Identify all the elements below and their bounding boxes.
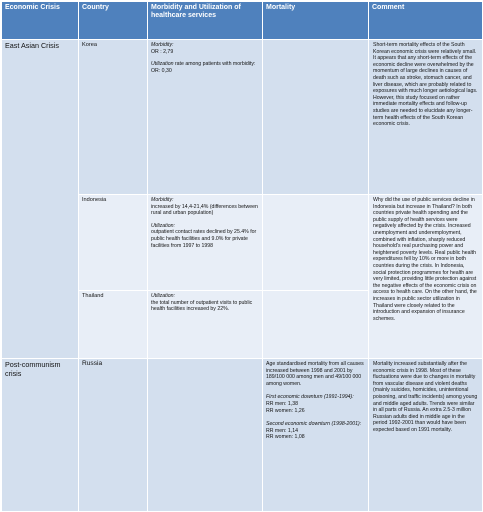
header-morbidity-utilization: Morbidity and Utilization of healthcare services [148,2,263,40]
comment-cell-russia: Mortality increased substantially after the economic crisis in 1998. Most of these fluctuations were due to changes in mortality from vascular disease and violent deaths (mainly suicides, homicides, unintentional poisoning, and traffic incidents) among young and middle aged adults. Trends were similar in all parts of Russia. An extra 2.5-3 million Russian adults died in middle age in the period 1992-2001 than would have been expected based on 1991 mortality. [369,359,483,512]
table-row [2,359,483,512]
russia-mortality-intro: Age standardised mortality from all causes increased between 1998 and 2001 by 189/100 000 among men and 49/100 000 among women. [266,361,364,387]
indonesia-morbidity-value: increased by 14,4-21,4% (differences between rural and urban population) [151,203,258,217]
crisis-health-table [1,1,483,512]
indonesia-morbidity-label: Morbidity: [151,197,174,203]
morbidity-cell-thailand [148,291,263,359]
table-header-row [2,2,483,40]
mortality-cell-thailand [263,291,369,359]
comment-cell-indonesia-thailand: Why did the use of public services decline in Indonesia but increase in Thailand? In both countries private health spending and the public supply of health services were negatively affected by the crisis. Increased unemployment and underemployment, combined with inflation, sharply reduced household’s real purchasing power and heightened poverty levels. Real public health expenditures fell by 10% or more in both countries during the crisis. In Indonesia, social protection programmes for health are very limited, providing little protection against the negative effects of the economic crisis on access to health care. On the other hand, the increases in public sector utilization in Thailand were closely related to the introduction and expansion of insurance schemes. [369,195,483,359]
korea-utilization-value: OR: 0,30 [151,67,172,74]
morbidity-cell-korea [148,40,263,195]
russia-second-rr-women: RR women: 1,08 [266,434,305,441]
russia-first-downturn-label: First economic downturn (1991-1994): [266,394,354,401]
russia-second-downturn-label: Second economic downturn (1998-2001): [266,421,362,428]
morbidity-cell-russia [148,359,263,512]
country-cell-russia: Russia [79,359,148,512]
korea-morbidity-value: OR : 2,79 [151,48,174,55]
document-page [1,1,482,512]
morbidity-cell-indonesia [148,195,263,291]
korea-morbidity-label: Morbidity: [151,42,174,48]
russia-first-rr-men: RR men: 1,38 [266,400,299,407]
mortality-cell-indonesia [263,195,369,291]
header-mortality: Mortality [263,2,369,40]
header-comment: Comment [369,2,483,40]
country-cell-indonesia: Indonesia [79,195,148,291]
header-country: Country [79,2,148,40]
indonesia-utilization-value: outpatient contact rates declined by 25.4% for public health facilities and 9.0% for private facilities from 1997 to 1998 [151,229,257,249]
crisis-cell-east-asian: East Asian Crisis [2,40,79,359]
mortality-cell-korea [263,40,369,195]
thailand-utilization-label: Utilization: [151,293,175,299]
country-cell-thailand: Thailand [79,291,148,359]
russia-second-rr-men: RR men: 1,14 [266,427,299,434]
russia-first-rr-women: RR women: 1,26 [266,407,305,414]
thailand-utilization-value: the total number of outpatient visits to public health facilities increased by 22%. [151,299,253,313]
crisis-cell-post-communism: Post-communism crisis [2,359,79,512]
table-row [2,40,483,195]
mortality-cell-russia [263,359,369,512]
country-cell-korea: Korea [79,40,148,195]
header-economic-crisis: Economic Crisis [2,2,79,40]
korea-utilization-text: Utilization rate among patients with morbidity: [151,61,256,68]
comment-cell-korea: Short-term mortality effects of the South Korean economic crisis were relatively small. It appears that any short-term effects of the economic decline were overwhelmed by the momentum of large declines in causes of death such as stroke, stomach cancer, and liver disease, which are probably related to exposures with much longer aetiological lags. However, this study focused on rather immediate mortality effects and follow-up studies are needed to elucidate any longer-term health effects of the South Korean economic crisis. [369,40,483,195]
indonesia-utilization-label: Utilization: [151,222,175,229]
